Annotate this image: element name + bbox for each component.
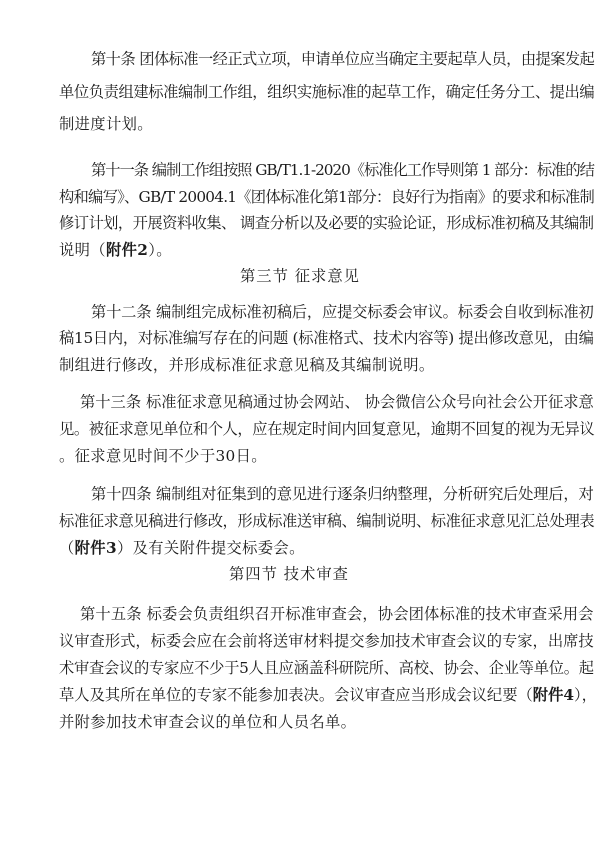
- article-10-line-2: 单位负责组建标准编制工作组，组织实施标准的起草工作，确定任务分工、提出编: [59, 83, 595, 101]
- article-12-line-2: 稿15日内，对标准编写存在的问题 (标准格式、技术内容等) 提出修改意见，由编: [59, 329, 594, 347]
- article-10-line-1: 第十条 团体标准一经正式立项，申请单位应当确定主要起草人员，由提案发起: [91, 50, 595, 68]
- article-15-line-1: 第十五条 标委会负责组织召开标准审查会，协会团体标准的技术审查采用会: [80, 605, 594, 623]
- article-15-line-4: [59, 685, 597, 705]
- article-11-line-3: 修订计划，开展资料收集、 调查分析以及必要的实验论证，形成标准初稿及其编制: [59, 214, 594, 232]
- article-13-line-2: 见。被征求意见单位和个人，应在规定时间内回复意见，逾期不回复的视为无异议: [59, 420, 595, 438]
- article-11-line-4: [59, 240, 172, 260]
- article-12-line-1: 第十二条 编制组完成标准初稿后，应提交标委会审议。标委会自收到标准初: [91, 303, 594, 321]
- article-10-line-3: 制进度计划。: [59, 115, 153, 133]
- article-12-line-3: 制组进行修改，并形成标准征求意见稿及其编制说明。: [59, 356, 435, 374]
- article-13-line-1: 第十三条 标准征求意见稿通过协会网站、 协会微信公众号向社会公开征求意: [80, 393, 594, 411]
- text-fragment: （: [59, 539, 75, 557]
- article-15-line-5: 并附参加技术审查会议的单位和人员名单。: [59, 713, 357, 731]
- text-fragment: ），: [574, 686, 597, 704]
- article-14-line-3: [59, 538, 305, 558]
- attachment-reference: 附件4: [532, 686, 574, 704]
- attachment-reference: 附件3: [74, 539, 117, 557]
- text-fragment: ）及有关附件提交标委会。: [116, 539, 305, 557]
- section-heading-4: 第四节 技术审查: [229, 565, 349, 583]
- article-15-line-2: 议审查形式，标委会应在会前将送审材料提交参加技术审查会议的专家，出席技: [59, 632, 594, 650]
- article-13-line-3: 。征求意见时间不少于30日。: [59, 447, 267, 465]
- section-heading-3: 第三节 征求意见: [240, 267, 360, 285]
- article-11-line-2: 构和编写》、GB/T 20004.1《团体标准化第1部分：良好行为指南》的要求和标准制: [59, 188, 594, 206]
- text-fragment: ）。: [148, 241, 172, 259]
- article-15-line-3: 术审查会议的专家应不少于5人且应涵盖科研院所、高校、协会、企业等单位。起: [59, 659, 594, 677]
- text-fragment: 说明（: [59, 241, 106, 259]
- text-fragment: 草人及其所在单位的专家不能参加表决。会议审查应当形成会议纪要（: [59, 686, 533, 704]
- article-14-line-1: 第十四条 编制组对征集到的意见进行逐条归纳整理，分析研究后处理后，对: [91, 485, 594, 503]
- article-14-line-2: 标准征求意见稿进行修改，形成标准送审稿、编制说明、标准征求意见汇总处理表: [59, 512, 595, 530]
- attachment-reference: 附件2: [105, 241, 149, 259]
- article-11-line-1: 第十一条 编制工作组按照 GB/T1.1-2020《标准化工作导则第 1 部分：标准的结: [91, 161, 594, 179]
